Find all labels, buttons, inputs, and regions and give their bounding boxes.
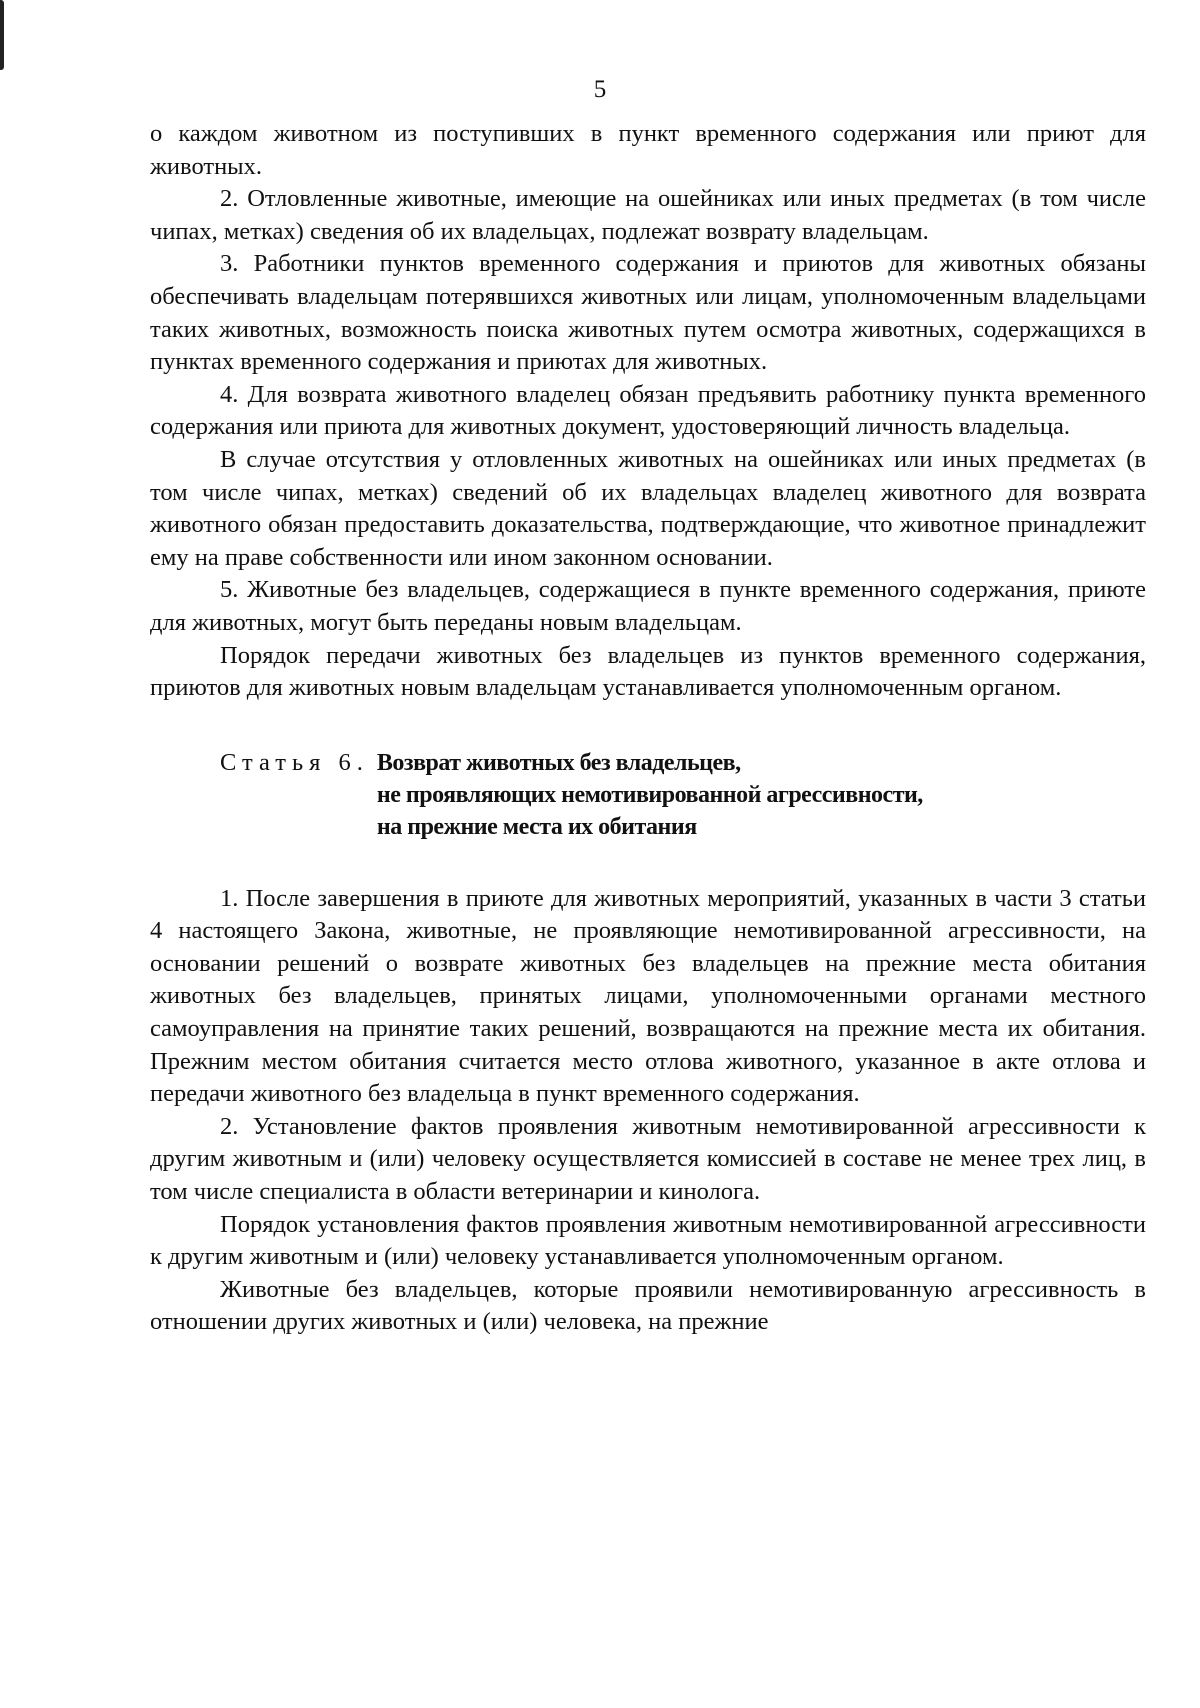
paragraph: о каждом животном из поступивших в пункт временного содержания или приют для животных. bbox=[150, 120, 1146, 180]
article-title bbox=[377, 747, 923, 843]
document-body bbox=[150, 118, 1146, 1339]
paragraph: В случае отсутствия у отловленных животных на ошейниках или иных предметах (в том числе чипах, метках) сведений об их владельцах владелец животного для возврата животного обязан предоставить доказательства, подтверждающие, что животное принадлежит ему на праве собственности или ином законном основании. bbox=[150, 445, 1146, 571]
paragraph: Порядок установления фактов проявления животным немотивированной агрессивности к другим животным и (или) человеку устанавливается уполномоченным органом. bbox=[150, 1210, 1146, 1271]
article-heading bbox=[150, 747, 1146, 843]
paragraph: 1. После завершения в приюте для животных мероприятий, указанных в части 3 статьи 4 настоящего Закона, животные, не проявляющие немотивированной агрессивности, на основании решений о возврате животных без владельцев на прежние места обитания животных без владельцев, принятых лицами, уполномоченными органами местного самоуправления на принятие таких решений, возвращаются на прежние места их обитания. Прежним местом обитания считается место отлова животного, указанное в акте отлова и передачи животного без владельца в пункт временного содержания. bbox=[150, 884, 1146, 1108]
article-title-line: на прежние места их обитания bbox=[376, 813, 697, 840]
scan-edge-mark bbox=[0, 0, 4, 70]
paragraph: 2. Отловленные животные, имеющие на ошейниках или иных предметах (в том числе чипах, метках) сведения об их владельцах, подлежат возврату владельцам. bbox=[150, 185, 1146, 245]
page-number: 5 bbox=[593, 76, 607, 103]
paragraph: 5. Животные без владельцев, содержащиеся в пункте временного содержания, приюте для животных, могут быть переданы новым владельцам. bbox=[150, 576, 1146, 636]
paragraph: 4. Для возврата животного владелец обязан предъявить работнику пункта временного содержания или приюта для животных документ, удостоверяющий личность владельца. bbox=[150, 380, 1146, 441]
paragraphs-bottom bbox=[150, 883, 1146, 1339]
article-label: Статья 6. bbox=[220, 748, 369, 776]
paragraph: 2. Установление фактов проявления животным немотивированной агрессивности к другим животным и (или) человеку осуществляется комиссией в составе не менее трех лиц, в том числе специалиста в области ветеринарии и кинолога. bbox=[150, 1112, 1146, 1206]
paragraph: Порядок передачи животных без владельцев из пунктов временного содержания, приютов для животных новым владельцам устанавливается уполномоченным органом. bbox=[150, 641, 1146, 702]
paragraphs-top bbox=[150, 118, 1146, 705]
paragraph: Животные без владельцев, которые проявили немотивированную агрессивность в отношении других животных и (или) человека, на прежние bbox=[150, 1275, 1146, 1336]
paragraph: 3. Работники пунктов временного содержания и приютов для животных обязаны обеспечивать владельцам потерявшихся животных или лицам, уполномоченным владельцами таких животных, возможность поиска животных путем осмотра животных, содержащихся в пунктах временного содержания и приютах для животных. bbox=[150, 250, 1146, 376]
article-title-line: Возврат животных без владельцев, bbox=[376, 749, 741, 776]
article-title-line: не проявляющих немотивированной агрессивности, bbox=[376, 781, 923, 808]
